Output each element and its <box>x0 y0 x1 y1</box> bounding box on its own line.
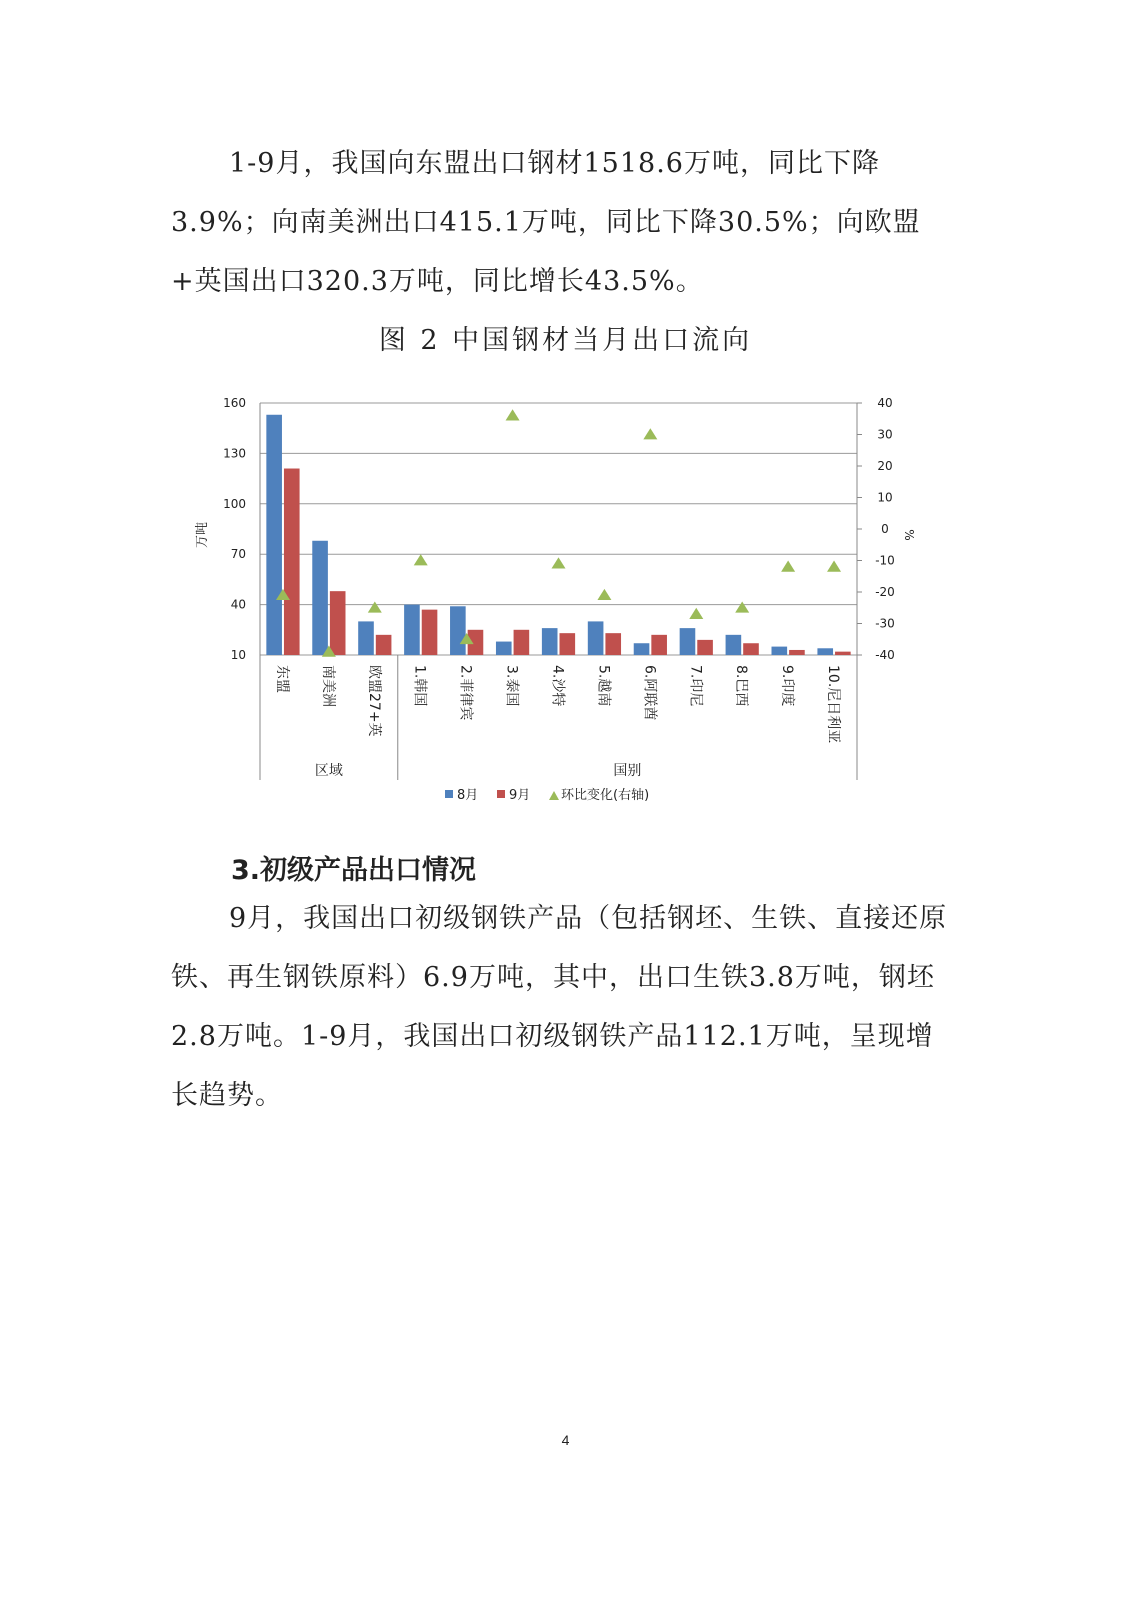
category-label: 2.菲律宾 <box>457 665 474 721</box>
y2-tick-label: 0 <box>881 522 889 536</box>
category-label: 4.沙特 <box>549 665 566 707</box>
y2-tick-label: 20 <box>877 459 893 473</box>
figure-title: 图 2 中国钢材当月出口流向 <box>378 325 753 356</box>
category-label: 东盟 <box>273 665 290 693</box>
y-axis-label: 万吨 <box>195 521 210 549</box>
y-tick-label: 10 <box>230 648 246 662</box>
y2-tick-label: -10 <box>875 553 895 568</box>
bar-aug <box>588 621 604 655</box>
legend-marker-mom <box>549 791 559 800</box>
page-number: 4 <box>561 1432 570 1448</box>
mom-change-marker <box>827 561 841 572</box>
bar-sep <box>560 633 576 655</box>
bar-aug <box>358 621 374 655</box>
category-label: 6.阿联酋 <box>641 665 658 721</box>
y2-axis-label: % <box>902 529 916 541</box>
group-label: 区域 <box>314 763 343 779</box>
category-label: 7.印尼 <box>687 665 704 707</box>
bar-sep <box>651 635 667 655</box>
y-tick-label: 130 <box>223 446 246 461</box>
mom-change-marker <box>781 561 795 572</box>
bar-aug <box>312 541 328 655</box>
category-label: 10.尼日利亚 <box>825 665 842 744</box>
mom-change-marker <box>552 557 566 568</box>
bar-sep <box>284 469 300 655</box>
mom-change-marker <box>368 601 382 612</box>
export-flow-chart <box>190 393 930 813</box>
bar-aug <box>450 606 466 655</box>
y-tick-label: 40 <box>230 597 246 612</box>
y-tick-label: 100 <box>223 496 246 511</box>
mom-change-marker <box>506 409 520 420</box>
y2-tick-label: -20 <box>875 585 895 599</box>
mom-change-marker <box>689 608 703 619</box>
y2-tick-label: -40 <box>875 648 895 662</box>
bar-aug <box>496 642 512 655</box>
legend-label: 9月 <box>509 788 531 803</box>
bar-aug <box>772 647 788 655</box>
section-heading: 3.初级产品出口情况 <box>231 855 477 886</box>
bar-sep <box>605 633 621 655</box>
bar-aug <box>726 635 742 655</box>
mom-change-marker <box>597 589 611 600</box>
category-label: 9.印度 <box>779 665 796 707</box>
y2-tick-label: -30 <box>875 616 895 631</box>
y2-tick-label: 40 <box>877 396 893 410</box>
bar-aug <box>817 648 833 655</box>
bar-sep <box>697 640 713 655</box>
bar-sep <box>789 650 805 655</box>
bar-sep <box>422 610 438 655</box>
paragraph-export-summary: 1-9月，我国向东盟出口钢材1518.6万吨，同比下降3.9%；向南美洲出口415.1万吨，同比下降30.5%；向欧盟+英国出口320.3万吨，同比增长43.5%。 <box>171 148 921 297</box>
y2-tick-label: 10 <box>877 490 893 505</box>
y-tick-label: 70 <box>230 547 246 562</box>
category-label: 1.韩国 <box>411 665 428 707</box>
mom-change-marker <box>414 554 428 565</box>
y2-tick-label: 30 <box>877 427 893 442</box>
bar-aug <box>634 643 650 655</box>
legend-swatch <box>497 790 505 798</box>
group-label: 国别 <box>613 763 642 779</box>
y-tick-label: 160 <box>223 396 246 410</box>
bar-sep <box>376 635 392 655</box>
legend-label: 环比变化(右轴) <box>561 788 650 803</box>
category-label: 南美洲 <box>319 665 336 707</box>
bar-aug <box>266 415 282 655</box>
category-label: 欧盟27+英 <box>365 665 382 737</box>
paragraph-primary-products: 9月，我国出口初级钢铁产品（包括钢坯、生铁、直接还原铁、再生钢铁原料）6.9万吨，其中，出口生铁3.8万吨，钢坯2.8万吨。1-9月，我国出口初级钢铁产品112.1万吨，呈现增长趋势。 <box>171 903 948 1111</box>
category-label: 8.巴西 <box>733 665 750 707</box>
mom-change-marker <box>643 428 657 439</box>
legend-swatch <box>445 790 453 798</box>
bar-aug <box>542 628 558 655</box>
category-label: 3.泰国 <box>503 665 520 707</box>
bar-aug <box>680 628 696 655</box>
bar-sep <box>835 652 851 655</box>
bar-sep <box>330 591 346 655</box>
bar-sep <box>743 643 759 655</box>
mom-change-marker <box>735 601 749 612</box>
category-label: 5.越南 <box>595 665 612 707</box>
bar-aug <box>404 605 420 655</box>
bar-sep <box>514 630 530 655</box>
legend-label: 8月 <box>457 788 479 803</box>
